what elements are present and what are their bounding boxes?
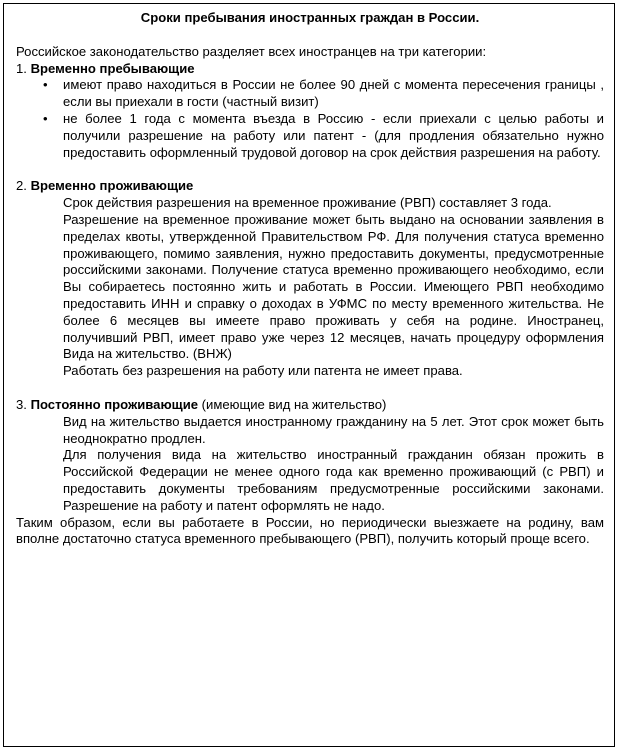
paragraph: Срок действия разрешения на временное проживание (РВП) составляет 3 года. — [63, 195, 552, 211]
section-1-list — [16, 77, 604, 161]
section-title: Временно проживающие — [30, 178, 194, 194]
section-number: 3. — [16, 396, 27, 412]
document-title: Сроки пребывания иностранных граждан в России. — [140, 10, 480, 25]
paragraph: Для получения вида на жительство иностранный гражданин обязан прожить в Российской Федерации не менее одного года как временно проживающий (с РВП) и предоставить документы требованиям предусмотренные российскими законами. Разрешение на работу и патент оформлять не надо. — [63, 447, 604, 513]
list-item: • не более 1 года с момента въезда в Россию - если приехали с целью работы и получили разрешение на работу или патент - (для продления обязательно нужно предоставить оформленный трудовой договор на срок действия разрешения на работу. — [16, 111, 604, 161]
paragraph: Работать без разрешения на работу или патента не имеет права. — [63, 363, 463, 379]
section-2-heading — [16, 178, 604, 195]
paragraph: Вид на жительство выдается иностранному гражданину на 5 лет. Этот срок может быть неоднократно продлен. — [63, 413, 604, 446]
section-1-heading — [16, 61, 604, 78]
list-item: • имеют право находиться в России не более 90 дней с момента пересечения границы , если вы приехали в гости (частный визит) — [16, 77, 604, 111]
paragraph: Разрешение на временное проживание может быть выдано на основании заявления в пределах квоты, утвержденной Правительством РФ. Для получения статуса временно проживающего, помимо заявления, нужно предоставить документы, предусмотренные российскими законами. Получение статуса временно проживающего необходимо, если Вы собираетесь постоянно жить и работать в России. Имеющего РВП необходимо предоставить ИНН и справку о доходах в УФМС по месту временного жительства. Не более 6 месяцев вы имеете право проживать у себя на родине. Иностранец, получивший РВП, имеет право уже через 12 месяцев, начать процедуру оформления Вида на жительство. (ВНЖ) — [63, 211, 604, 362]
section-number: 1. — [16, 60, 27, 76]
section-title-note: (имеющие вид на жительство) — [198, 396, 387, 412]
section-title: Постоянно проживающие — [30, 396, 199, 412]
document-frame — [3, 3, 615, 747]
section-number: 2. — [16, 178, 27, 194]
conclusion-text: Таким образом, если вы работаете в России, но периодически выезжаете на родину, вам вполне достаточно статуса временного пребывающего (РВП), получить который проще всего. — [16, 514, 604, 547]
section-3-heading — [16, 397, 604, 414]
intro-text: Российское законодательство разделяет всех иностранцев на три категории: — [16, 43, 487, 59]
section-title: Временно пребывающие — [30, 60, 195, 76]
